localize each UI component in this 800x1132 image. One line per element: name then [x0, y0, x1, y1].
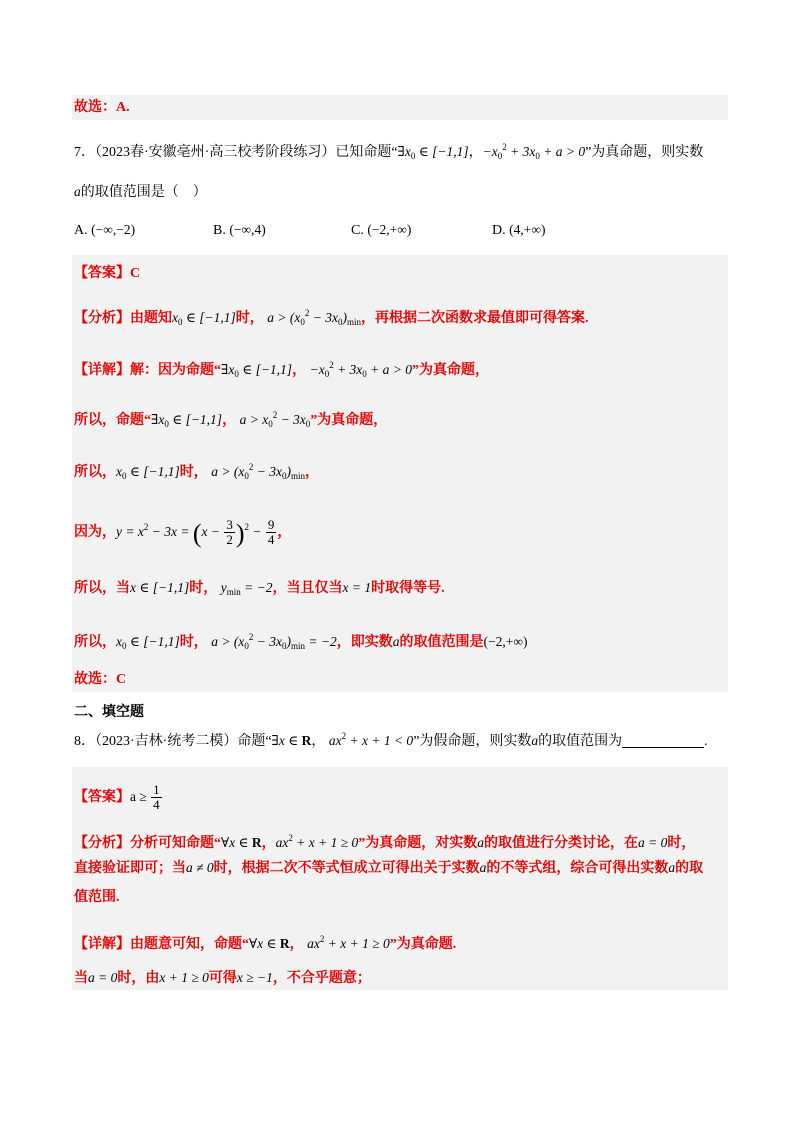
q7-condition-2: $-x_0^2 + 3x_0 + a > 0$ [482, 142, 586, 161]
detail-text: 时，由 [117, 971, 160, 986]
q7-tail1: ”为真命题，则实数 [585, 145, 704, 160]
math-expr: $y_{min} = -2$ [220, 580, 273, 597]
q8-end: . [704, 734, 708, 749]
math-expr: x = 1 [342, 580, 372, 595]
detail-text: ，不合乎题意； [272, 971, 371, 986]
math-expr: $a > x_0^2 - 3x_0$ [239, 410, 311, 429]
math-expr: a = 0 [88, 970, 118, 985]
math-expr: $ax^2 + x + 1 < 0$ [328, 731, 414, 748]
detail-text: 时， [179, 635, 208, 650]
q7-answer [74, 264, 728, 284]
detail-tag: 【详解】 [74, 937, 130, 952]
detail-text: ”为真命题. [389, 937, 457, 952]
q7-tail2: 的取值范围是（ ） [80, 185, 207, 200]
math-expr: $\exists x_0$ ∈ [−1,1] [151, 412, 223, 429]
math-expr: $x_0$ ∈ [−1,1] [172, 310, 236, 327]
math-expr: $a > (x_0^2 - 3x_0)_{min}$ [267, 308, 361, 327]
q7-option-b [213, 222, 266, 239]
analysis-text: 由题知 [130, 311, 172, 326]
analysis-tag: 【分析】 [74, 311, 130, 326]
math-expr: $x_0$ ∈ [−1,1] [116, 464, 180, 481]
option-value: (−∞,4) [229, 222, 266, 237]
q8-analysis-3: 值范围. [74, 890, 120, 905]
detail-text: 所以， [74, 465, 116, 480]
math-expr: (−2,+∞) [483, 634, 528, 649]
q8-stem: 8．（2023·吉林·统考二模）命题“∃x ∈ R， $ax^2 + x + 1 < 0$”为假命题，则实数a的取值范围为 . [74, 731, 708, 749]
detail-text: 当 [74, 971, 88, 986]
math-expr: a [477, 835, 485, 850]
math-expr: x + 1 ≥ 0 [159, 970, 209, 985]
math-expr: $ax^2 + x + 1 \ge 0$ [275, 833, 359, 850]
q8-analysis-2 [74, 858, 728, 879]
q8-detail-2 [74, 968, 728, 989]
q8-tail2: 的取值范围为 [538, 734, 623, 749]
q8-source: （2023·吉林·统考二模）命题“ [95, 734, 272, 749]
math-expr: x ∈ [−1,1] [130, 580, 190, 595]
detail-text: 所以，当 [74, 581, 130, 596]
option-label: D. [492, 223, 506, 238]
q7-detail-6 [74, 627, 728, 656]
detail-text: 时， [189, 581, 218, 596]
math-expr: a [531, 733, 539, 748]
option-label: B. [213, 223, 226, 238]
option-label: A. [74, 223, 88, 238]
q7-option-d [492, 222, 545, 239]
math-expr: $ax^2 + x + 1 \ge 0$ [307, 934, 390, 951]
q7-detail-4: 因为，$y = x^2 - 3x = (x$ − $\frac{3}{2}$ )$^2$ − $\frac{9}{4}$ ， [74, 517, 292, 548]
math-expr: $y = x^2 - 3x = (x$ − $\frac{3}{2}$ )$^2$ − $\frac{9}{4}$ [116, 517, 275, 548]
q7-var-a: a [74, 184, 81, 199]
math-expr: ∀x ∈ R [221, 835, 262, 850]
q7-number: 7． [74, 145, 95, 160]
analysis-text: 时， [235, 311, 264, 326]
math-expr: $a > (x_0^2 - 3x_0)_{min}$ [211, 462, 305, 481]
q7-detail-5 [74, 578, 728, 602]
analysis-text: ”为真命题，对实数 [358, 836, 478, 851]
option-label: C. [351, 223, 364, 238]
q7-final: 故选：C [74, 672, 127, 687]
q7-option-a [74, 222, 135, 239]
analysis-text: 的不等式组，综合可得出实数 [486, 861, 669, 876]
math-expr: $-x_0^2 + 3x_0 + a > 0$ [309, 360, 413, 379]
q8-tail: ”为假命题，则实数 [413, 734, 532, 749]
q7-source: （2023春·安徽亳州·高三校考阶段练习）已知命题“ [95, 145, 398, 160]
math-expr: a ≠ 0 [186, 860, 214, 875]
q8-number: 8． [74, 734, 95, 749]
detail-text: 解：因为命题“ [130, 363, 221, 378]
q8-detail-1: 【详解】由题意可知，命题“∀x ∈ R， $ax^2 + x + 1 \ge 0$”为真命题. [74, 934, 457, 952]
math-expr: $a > (x_0^2 - 3x_0)_{min} = -2$ [211, 632, 337, 651]
analysis-text: ，再根据二次函数求最值即可得答案. [360, 311, 589, 326]
option-value: (−∞,−2) [91, 222, 136, 237]
analysis-text: 的取 [675, 861, 704, 876]
detail-text: 时， [179, 465, 208, 480]
detail-text: ，即实数 [336, 635, 393, 650]
detail-text: 可得 [208, 971, 237, 986]
analysis-text: 直接验证即可；当 [74, 861, 186, 876]
answer-value: C [130, 266, 141, 281]
q8-analysis-1: 【分析】分析可知命题“∀x ∈ R，$ax^2 + x + 1 \ge 0$”为真命题，对实数a的取值进行分类讨论，在a = 0时， [74, 833, 696, 851]
detail-text: 因为， [74, 525, 116, 540]
q7-stem-line1 [74, 137, 728, 166]
math-expr: x ≥ −1 [236, 970, 273, 985]
detail-text: ”为真命题， [310, 413, 388, 428]
answer-tag: 【答案】 [74, 266, 130, 281]
option-value: (4,+∞) [509, 222, 546, 237]
math-expr: $\exists x_0$ ∈ [−1,1] [221, 362, 293, 379]
math-expr: a [392, 634, 400, 649]
q7-condition-1: $\exists x_0$ ∈ [−1,1] [397, 144, 469, 161]
detail-text: 时取得等号. [371, 581, 445, 596]
detail-text: ，当且仅当 [272, 581, 343, 596]
q7-analysis [74, 303, 728, 332]
detail-text: 所以， [74, 635, 116, 650]
answer-tag: 【答案】 [74, 790, 130, 805]
analysis-text: 时， [667, 836, 696, 851]
prev-answer: 故选：A. [74, 100, 130, 115]
q7-detail-1: 【详解】解：因为命题“$\exists x_0$ ∈ [−1,1]， $-x_0^2 + 3x_0 + a > 0$”为真命题， [74, 360, 490, 379]
q7-detail-3: 所以，$x_0$ ∈ [−1,1]时， $a > (x_0^2 - 3x_0)_{min}$， [74, 462, 319, 481]
q7-stem-line2 [74, 182, 728, 203]
answer-blank[interactable] [622, 733, 704, 748]
detail-text: 的取值范围是 [399, 635, 484, 650]
math-expr: ∀x ∈ R [249, 936, 290, 951]
detail-text: ”为真命题， [412, 363, 490, 378]
analysis-text: 时，根据二次不等式恒成立可得出关于实数 [213, 861, 480, 876]
math-expr: $x_0$ ∈ [−1,1] [116, 634, 180, 651]
math-expr: a ≥ $\frac{1}{4}$ [130, 782, 160, 813]
option-value: (−2,+∞) [367, 222, 412, 237]
q7-detail-2: 所以，命题“$\exists x_0$ ∈ [−1,1]， $a > x_0^2 - 3x_0$”为真命题， [74, 410, 388, 429]
math-expr: a = 0 [638, 835, 668, 850]
math-expr: ∃x ∈ R [271, 733, 312, 748]
math-expr: a [668, 860, 676, 875]
analysis-text: 的取值进行分类讨论，在 [484, 836, 639, 851]
math-expr: a [479, 860, 487, 875]
q7-option-c [351, 222, 411, 239]
q7-comma: ， [468, 145, 483, 160]
detail-text: 所以，命题“ [74, 413, 151, 428]
detail-text: 由题意可知，命题“ [130, 937, 249, 952]
analysis-tag: 【分析】 [74, 836, 130, 851]
q8-answer [74, 782, 728, 813]
analysis-text: 分析可知命题“ [130, 836, 221, 851]
section-title: 二、填空题 [74, 705, 144, 720]
detail-tag: 【详解】 [74, 363, 130, 378]
